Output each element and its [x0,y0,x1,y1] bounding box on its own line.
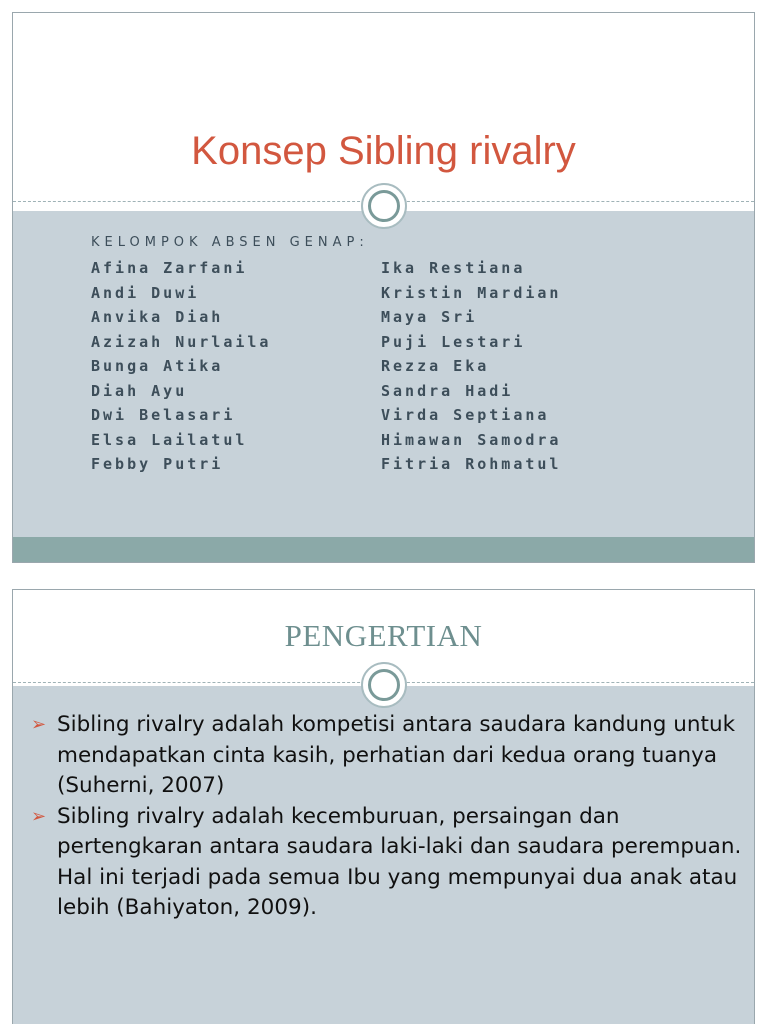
title-area [13,13,754,211]
slide-1 [12,12,755,563]
footer-band [13,537,754,563]
names-list-left [91,259,271,480]
ring-ornament-icon [361,662,407,708]
list-item: Sandra Hadi [381,381,514,400]
list-item: Dwi Belasari [91,406,236,424]
chevron-right-icon: ➢ [31,805,47,827]
list-item: Diah Ayu [91,381,188,400]
list-item: Ika Restiana [381,259,526,277]
list-item: Anvika Diah [91,308,224,326]
slide-2 [12,589,755,1024]
list-item: Febby Putri [91,455,224,473]
bullet-text: Sibling rivalry adalah kecemburuan, persaingan dan pertengkaran antara saudara laki-laki dan saudara perempuan. Hal ini terjadi pada semua Ibu yang mempunyai dua anak atau lebih (Bahiyaton, 2009). [57,803,742,920]
list-item [31,710,746,802]
list-item: Himawan Samodra [381,430,562,449]
ring-ornament-icon [361,183,407,229]
slide-title: Konsep Sibling rivalry [191,129,576,173]
list-item: Andi Duwi [91,283,200,302]
list-item: Afina Zarfani [91,259,248,277]
list-item [31,802,746,924]
chevron-right-icon: ➢ [31,714,47,735]
list-item: Rezza Eka [381,357,490,375]
list-item: Puji Lestari [381,332,526,351]
list-item: Kristin Mardian [381,283,562,302]
list-item: Azizah Nurlaila [91,332,272,351]
names-list-right [381,259,561,480]
group-heading: KELOMPOK ABSEN GENAP: [91,235,369,250]
list-item: Maya Sri [381,308,478,326]
list-item: Fitria Rohmatul [381,455,562,473]
bullet-text: Sibling rivalry adalah kompetisi antara saudara kandung untuk mendapatkan cinta kasih, perhatian dari kedua orang tuanya (Suherni, 2007) [57,712,736,798]
list-item: Bunga Atika [91,357,224,375]
list-item: Elsa Lailatul [91,430,248,449]
list-item: Virda Septiana [381,406,550,424]
bullet-list [31,710,746,924]
slide-title: PENGERTIAN [284,618,483,653]
